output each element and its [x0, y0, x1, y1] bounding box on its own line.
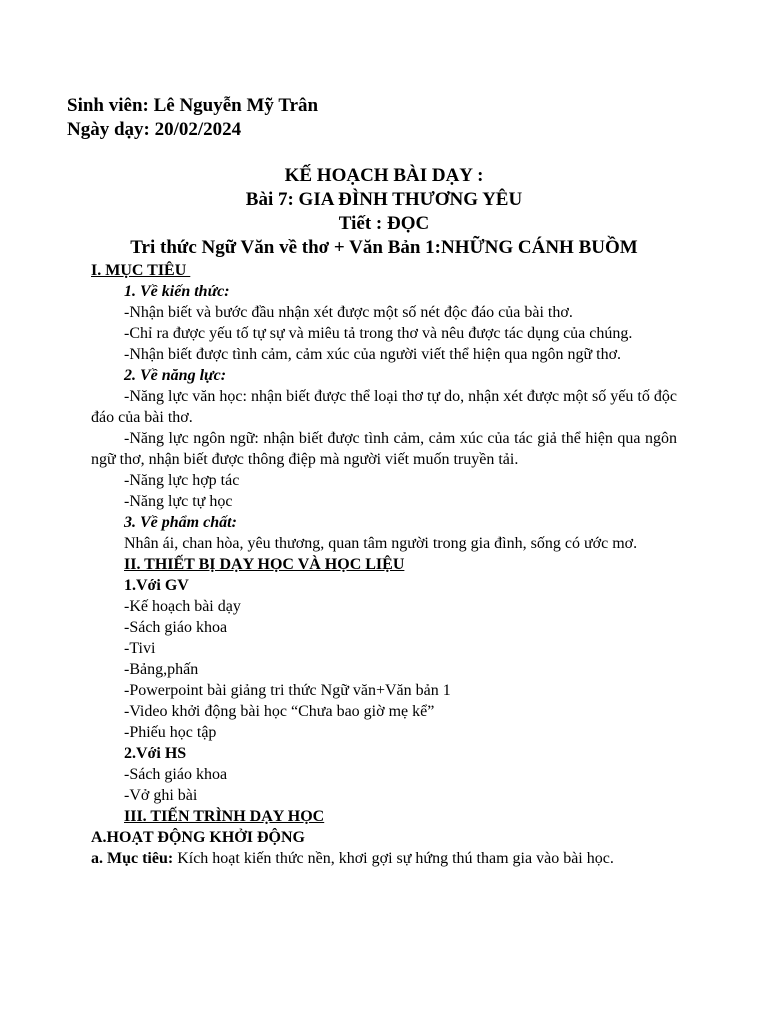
activity-a-heading: A.HOẠT ĐỘNG KHỞI ĐỘNG — [91, 829, 305, 846]
quality-text: Nhân ái, chan hòa, yêu thương, quan tâm người trong gia đình, sống có ước mơ. — [124, 535, 638, 552]
document-body — [91, 260, 677, 869]
section-objectives-title: I. MỤC TIÊU — [91, 262, 191, 279]
teacher-item: -Bảng,phấn — [124, 661, 199, 678]
competence-item: -Năng lực văn học: nhận biết được thể loại thơ tự do, nhận xét được một số yếu tố độc đáo của bài thơ. — [91, 388, 677, 426]
teacher-item: -Powerpoint bài giảng tri thức Ngữ văn+Văn bản 1 — [124, 682, 451, 699]
plan-title: KẾ HOẠCH BÀI DẠY : — [284, 165, 484, 186]
teacher-item: -Kế hoạch bài dạy — [124, 598, 241, 615]
title-block — [0, 164, 768, 260]
competence-heading: 2. Về năng lực: — [124, 367, 227, 384]
student-item: -Sách giáo khoa — [124, 766, 228, 783]
section-process-title: III. TIẾN TRÌNH DẠY HỌC — [124, 808, 325, 825]
knowledge-heading: 1. Về kiến thức: — [124, 283, 230, 300]
goal-text: Kích hoạt kiến thức nền, khơi gợi sự hứng thú tham gia vào bài học. — [173, 850, 614, 867]
competence-item: -Năng lực ngôn ngữ: nhận biết được tình cảm, cảm xúc của tác giả thể hiện qua ngôn ngữ thơ, nhận biết được thông điệp mà người viết muốn truyền tải. — [91, 430, 677, 468]
goal-label: a. Mục tiêu: — [91, 850, 174, 867]
teacher-item: -Video khởi động bài học “Chưa bao giờ mẹ kể” — [124, 703, 435, 720]
teacher-heading: 1.Với GV — [124, 577, 189, 594]
lesson-title: Bài 7: GIA ĐÌNH THƯƠNG YÊU — [245, 189, 523, 210]
teacher-item: -Tivi — [124, 640, 156, 657]
knowledge-item: -Nhận biết và bước đầu nhận xét được một số nét độc đáo của bài thơ. — [124, 304, 573, 321]
competence-item: -Năng lực tự học — [124, 493, 233, 510]
student-item: -Vở ghi bài — [124, 787, 198, 804]
teaching-date: Ngày dạy: 20/02/2024 — [67, 119, 242, 140]
section-equipment-title: II. THIẾT BỊ DẠY HỌC VÀ HỌC LIỆU — [124, 556, 405, 573]
period-title: Tiết : ĐỌC — [338, 213, 430, 234]
teacher-item: -Phiếu học tập — [124, 724, 217, 741]
quality-heading: 3. Về phẩm chất: — [124, 514, 237, 531]
student-heading: 2.Với HS — [124, 745, 187, 762]
goal-line — [91, 848, 677, 869]
subject-title: Tri thức Ngữ Văn về thơ + Văn Bản 1:NHỮNG CÁNH BUỒM — [130, 237, 638, 258]
competence-item: -Năng lực hợp tác — [124, 472, 240, 489]
knowledge-item: -Nhận biết được tình cảm, cảm xúc của người viết thể hiện qua ngôn ngữ thơ. — [124, 346, 622, 363]
teacher-item: -Sách giáo khoa — [124, 619, 228, 636]
knowledge-item: -Chỉ ra được yếu tố tự sự và miêu tả trong thơ và nêu được tác dụng của chúng. — [124, 325, 633, 342]
student-name: Sinh viên: Lê Nguyễn Mỹ Trân — [67, 95, 319, 116]
document-header — [67, 94, 318, 142]
